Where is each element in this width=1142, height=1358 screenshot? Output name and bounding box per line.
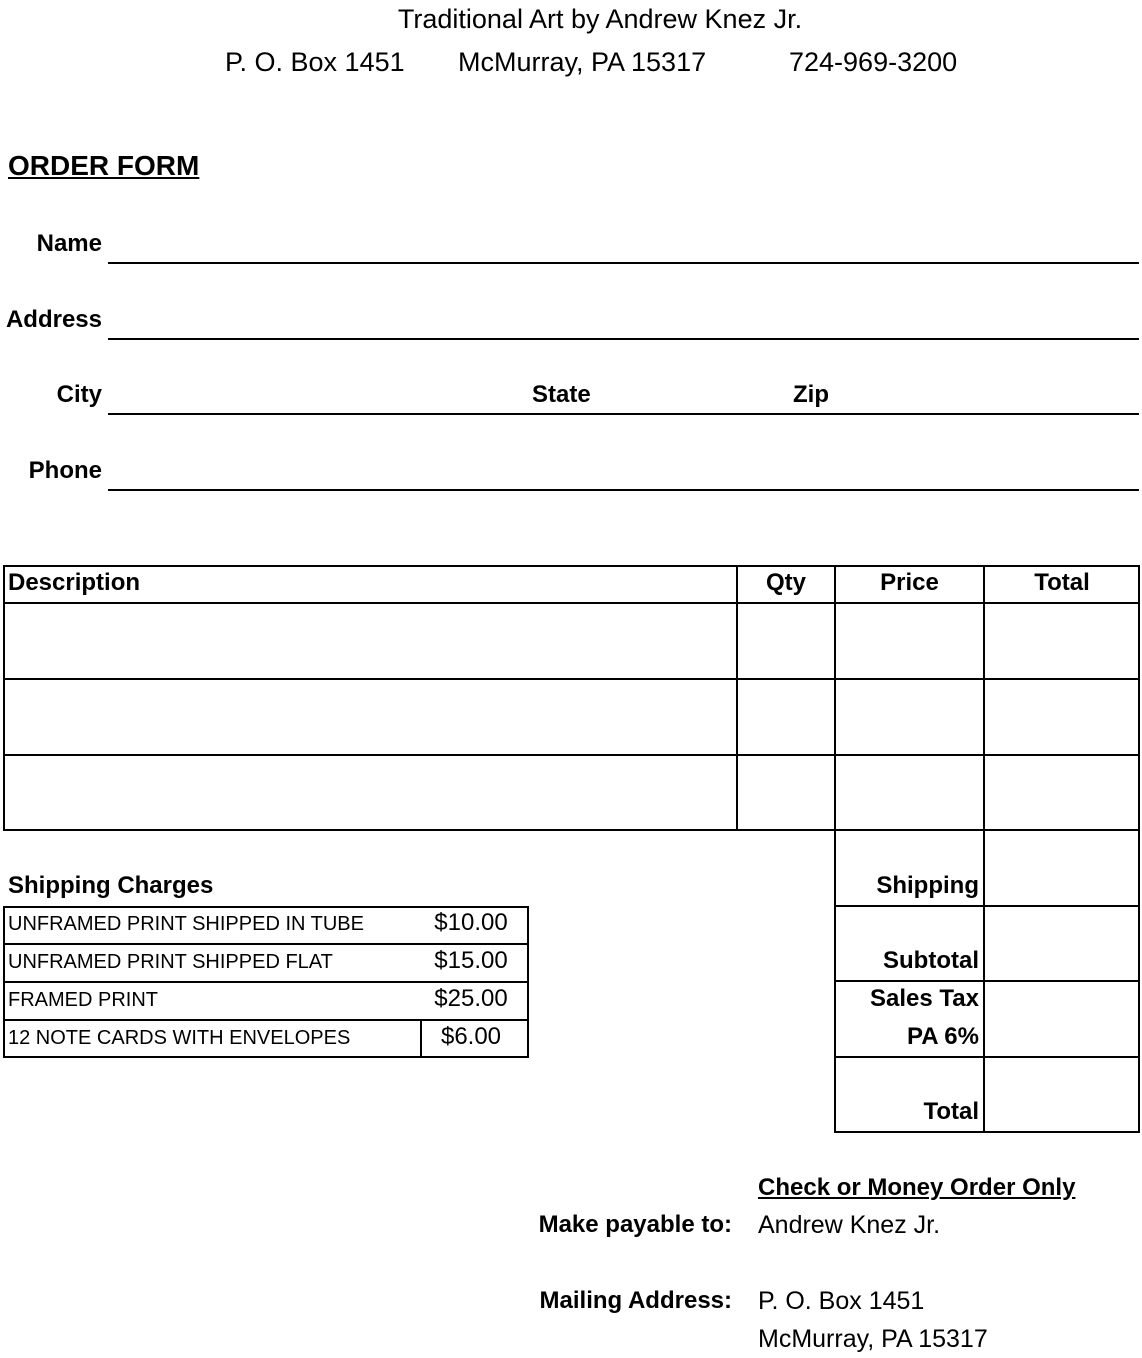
shipping-item: UNFRAMED PRINT SHIPPED FLAT: [8, 951, 333, 973]
sales-tax-label: Sales Tax: [870, 985, 979, 1012]
col-qty: Qty: [765, 569, 806, 596]
subtotal-label: Subtotal: [883, 947, 979, 974]
shipping-row-divider: [3, 1019, 529, 1021]
shipping-price: $10.00: [434, 909, 508, 936]
header-po-box: P. O. Box 1451: [225, 47, 405, 77]
city-label: City: [56, 381, 102, 408]
mailing-address-line1: P. O. Box 1451: [758, 1287, 925, 1315]
shipping-item: FRAMED PRINT: [8, 989, 158, 1011]
col-description: Description: [8, 569, 141, 596]
zip-label: Zip: [793, 381, 829, 408]
address-label: Address: [5, 306, 102, 333]
name-label: Name: [36, 230, 102, 257]
address-field[interactable]: [108, 338, 1139, 340]
state-label: State: [532, 381, 591, 408]
order-row-2[interactable]: [5, 680, 1138, 753]
shipping-label: Shipping: [876, 872, 979, 899]
payable-to-label: Make payable to:: [538, 1211, 732, 1238]
shipping-item: UNFRAMED PRINT SHIPPED IN TUBE: [8, 913, 364, 935]
payment-notice: Check or Money Order Only: [758, 1174, 1076, 1201]
shipping-amount-cell[interactable]: [986, 832, 1137, 904]
phone-label: Phone: [28, 457, 102, 484]
mailing-address-line2: McMurray, PA 15317: [758, 1325, 988, 1353]
col-price: Price: [880, 569, 939, 596]
shipping-item: 12 NOTE CARDS WITH ENVELOPES: [8, 1027, 351, 1049]
total-amount-cell[interactable]: [986, 1058, 1137, 1130]
order-row-1[interactable]: [5, 604, 1138, 677]
header-city-state-zip: McMurray, PA 15317: [458, 47, 707, 77]
order-row-3[interactable]: [5, 756, 1138, 829]
name-field[interactable]: [108, 262, 1139, 264]
payable-to-name: Andrew Knez Jr.: [758, 1211, 941, 1239]
total-label: Total: [923, 1098, 979, 1125]
shipping-price: $6.00: [440, 1023, 502, 1050]
subtotal-amount-cell[interactable]: [986, 907, 1137, 979]
business-name: Traditional Art by Andrew Knez Jr.: [397, 4, 803, 34]
totals-divider: [834, 1131, 1140, 1133]
mailing-address-label: Mailing Address:: [539, 1287, 732, 1314]
shipping-row-divider: [3, 943, 529, 945]
form-title: ORDER FORM: [8, 150, 200, 181]
shipping-price: $25.00: [434, 985, 508, 1012]
col-total: Total: [1034, 569, 1090, 596]
phone-field[interactable]: [108, 489, 1139, 491]
shipping-row-divider: [3, 981, 529, 983]
header-phone: 724-969-3200: [789, 47, 958, 77]
city-state-zip-field[interactable]: [108, 413, 1139, 415]
shipping-price: $15.00: [434, 947, 508, 974]
sales-tax-amount-cell[interactable]: [986, 982, 1137, 1055]
sales-tax-rate: PA 6%: [906, 1023, 979, 1050]
shipping-charges-title: Shipping Charges: [8, 872, 214, 899]
